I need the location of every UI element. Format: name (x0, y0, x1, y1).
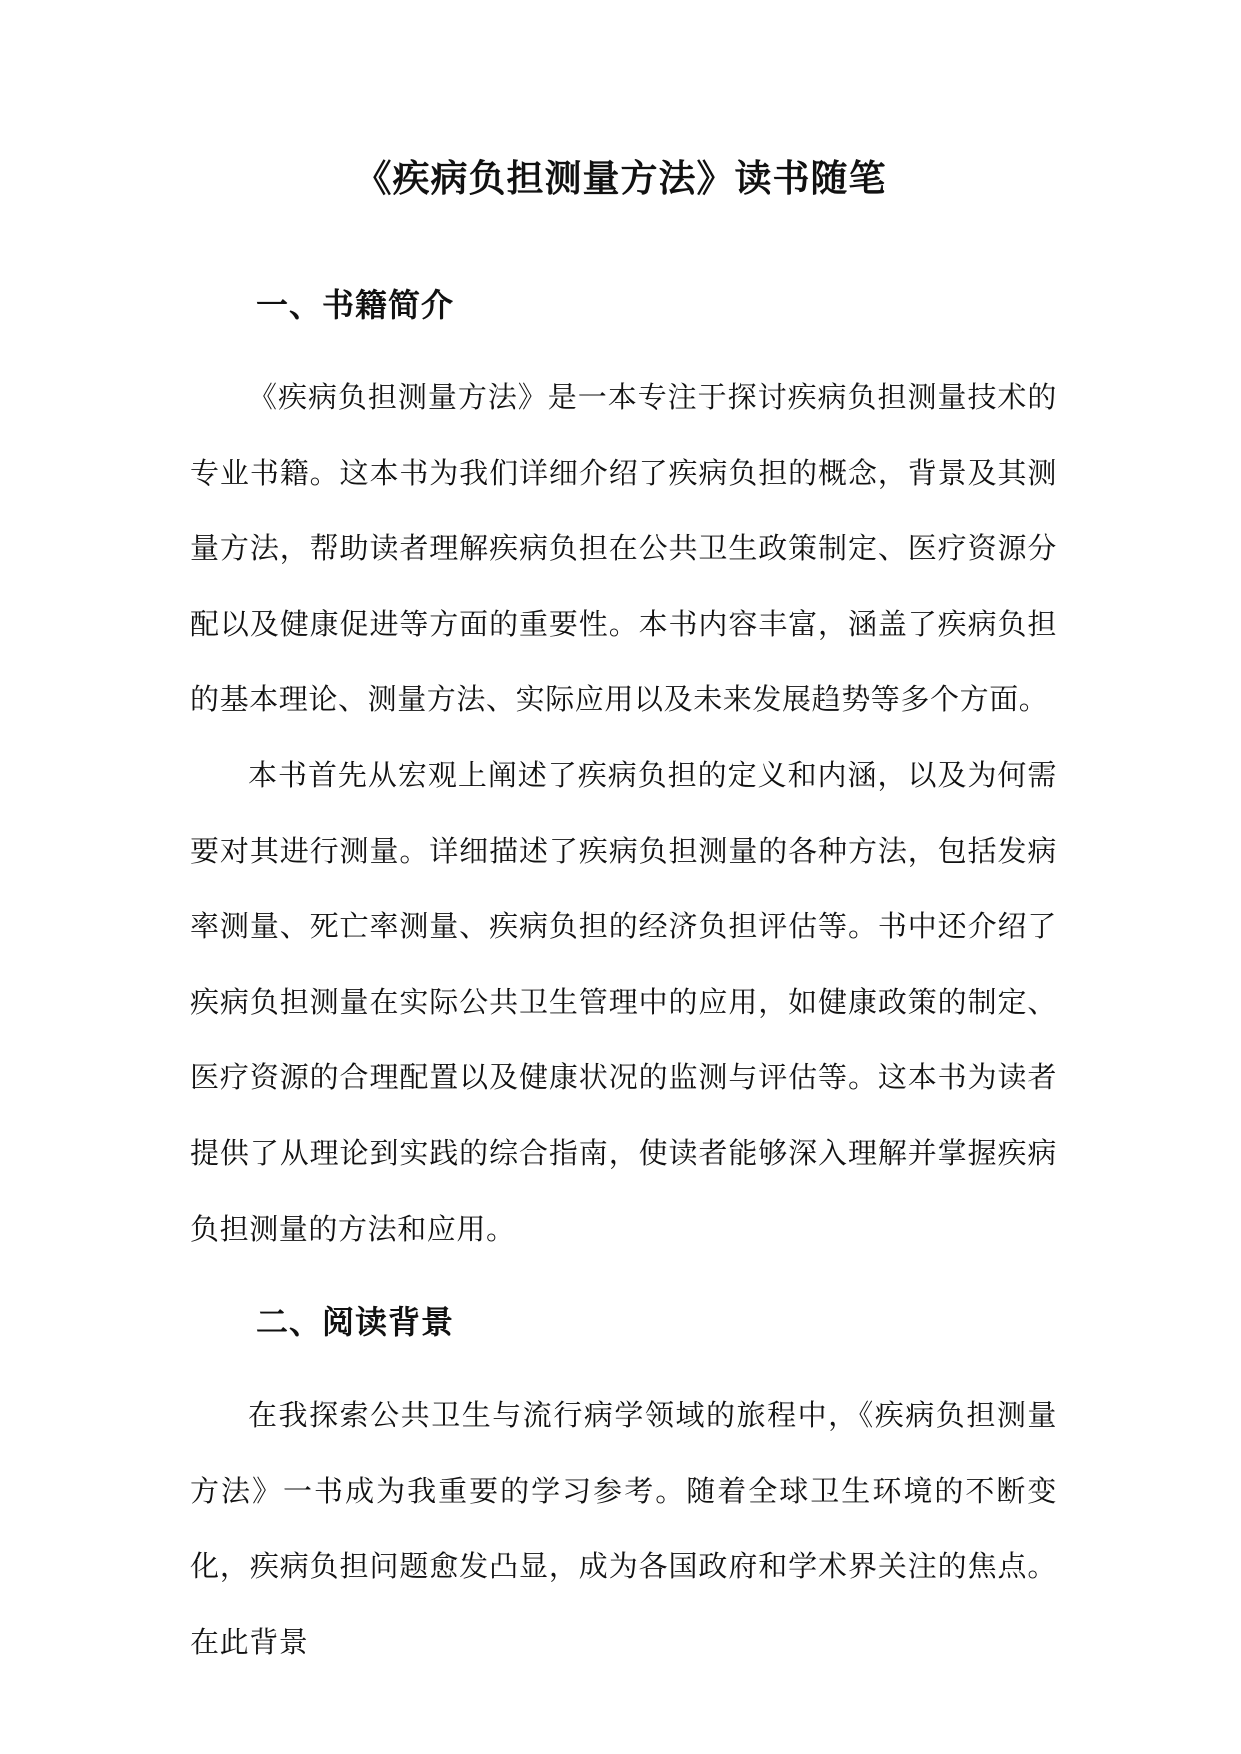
paragraph-reading-background-1: 在我探索公共卫生与流行病学领域的旅程中，《疾病负担测量方法》一书成为我重要的学习参考。随着全球卫生环境的不断变化，疾病负担问题愈发凸显，成为各国政府和学术界关注的焦点。在此背景 (190, 1398, 1057, 1659)
section-heading-book-intro: 一、书籍简介 (256, 286, 455, 324)
paragraph-book-intro-2: 本书首先从宏观上阐述了疾病负担的定义和内涵，以及为何需要对其进行测量。详细描述了疾病负担测量的各种方法，包括发病率测量、死亡率测量、疾病负担的经济负担评估等。书中还介绍了疾病负担测量在实际公共卫生管理中的应用，如健康政策的制定、医疗资源的合理配置以及健康状况的监测与评估等。这本书为读者提供了从理论到实践的综合指南，使读者能够深入理解并掌握疾病负担测量的方法和应用。 (190, 758, 1057, 1246)
section-heading-reading-background: 二、阅读背景 (256, 1303, 455, 1341)
paragraph-book-intro-1: 《疾病负担测量方法》是一本专注于探讨疾病负担测量技术的专业书籍。这本书为我们详细介绍了疾病负担的概念，背景及其测量方法，帮助读者理解疾病负担在公共卫生政策制定、医疗资源分配以及健康促进等方面的重要性。本书内容丰富，涵盖了疾病负担的基本理论、测量方法、实际应用以及未来发展趋势等多个方面。 (190, 380, 1057, 717)
document-title: 《疾病负担测量方法》读书随笔 (354, 156, 887, 200)
